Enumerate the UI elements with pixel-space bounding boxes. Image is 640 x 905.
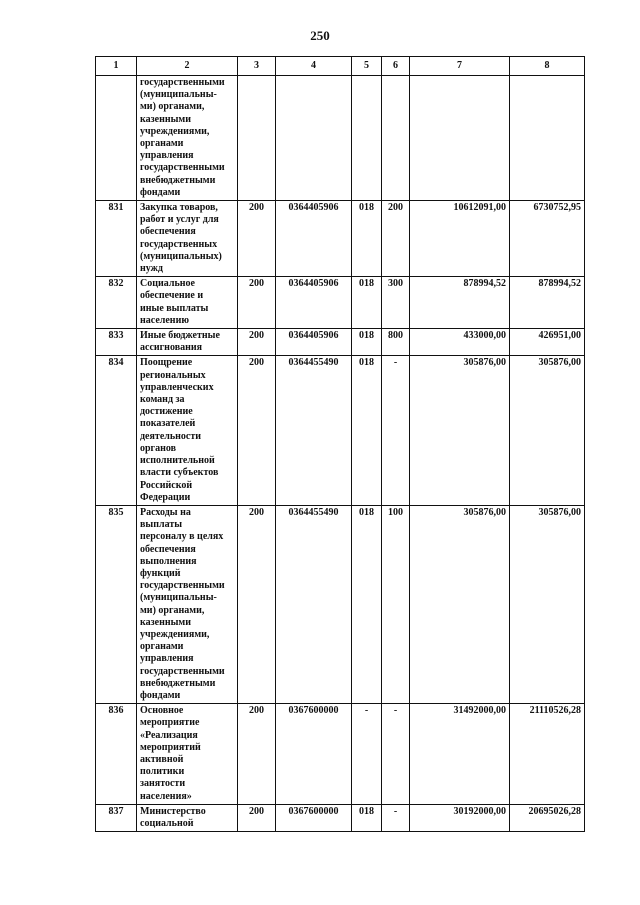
row-amount-7: 31492000,00 [410, 704, 510, 805]
row-amount-7: 878994,52 [410, 277, 510, 329]
row-col-6: - [382, 356, 410, 505]
row-name: Поощрение региональных управленческих команд за достижение показателей деятельности органов исполнительной власти субъектов Российской Федерации [137, 356, 238, 505]
row-name: Основное мероприятие «Реализация мероприятий активной политики занятости населения» [137, 704, 238, 805]
row-name: Закупка товаров, работ и услуг для обеспечения государственных (муниципальных) нужд [137, 201, 238, 277]
table-row [96, 704, 585, 805]
row-amount-7: 433000,00 [410, 329, 510, 356]
row-name: Иные бюджетные ассигнования [137, 329, 238, 356]
column-header-3: 3 [238, 57, 276, 76]
row-number: 836 [96, 704, 137, 805]
table-row [96, 356, 585, 505]
row-name: государственными (муниципальны- ми) органами, казенными учреждениями, органами управления государственными внебюджетными фондами [137, 76, 238, 201]
row-col-6: 100 [382, 505, 410, 703]
row-col-6: - [382, 704, 410, 805]
row-amount-7: 305876,00 [410, 356, 510, 505]
row-col-5: 018 [352, 277, 382, 329]
row-code: 0367600000 [276, 704, 352, 805]
row-col-5: 018 [352, 201, 382, 277]
row-col-5: 018 [352, 804, 382, 831]
row-number: 831 [96, 201, 137, 277]
row-amount-8 [510, 76, 585, 201]
row-amount-7: 30192000,00 [410, 804, 510, 831]
row-code: 0364455490 [276, 356, 352, 505]
column-header-6: 6 [382, 57, 410, 76]
table-row [96, 804, 585, 831]
page-number: 250 [310, 28, 330, 43]
row-number: 835 [96, 505, 137, 703]
column-header-4: 4 [276, 57, 352, 76]
row-amount-8: 20695026,28 [510, 804, 585, 831]
column-header-5: 5 [352, 57, 382, 76]
column-header-2: 2 [137, 57, 238, 76]
row-amount-7: 10612091,00 [410, 201, 510, 277]
row-code: 0364405906 [276, 329, 352, 356]
row-col-5: 018 [352, 505, 382, 703]
row-col-5 [352, 76, 382, 201]
budget-table [95, 56, 585, 832]
row-col-3: 200 [238, 505, 276, 703]
row-number: 833 [96, 329, 137, 356]
row-col-6 [382, 76, 410, 201]
row-col-3: 200 [238, 329, 276, 356]
column-header-7: 7 [410, 57, 510, 76]
table-row [96, 329, 585, 356]
row-amount-7 [410, 76, 510, 201]
row-col-6: - [382, 804, 410, 831]
column-header-8: 8 [510, 57, 585, 76]
row-col-6: 800 [382, 329, 410, 356]
table-body [96, 76, 585, 832]
row-amount-8: 305876,00 [510, 356, 585, 505]
row-col-3: 200 [238, 704, 276, 805]
table-row [96, 76, 585, 201]
row-col-5: 018 [352, 329, 382, 356]
row-col-3: 200 [238, 356, 276, 505]
row-number: 837 [96, 804, 137, 831]
row-number: 832 [96, 277, 137, 329]
row-amount-8: 305876,00 [510, 505, 585, 703]
row-amount-8: 426951,00 [510, 329, 585, 356]
row-code: 0364405906 [276, 277, 352, 329]
row-name: Министерство социальной [137, 804, 238, 831]
row-col-3: 200 [238, 804, 276, 831]
table-row [96, 505, 585, 703]
row-code [276, 76, 352, 201]
row-col-6: 300 [382, 277, 410, 329]
row-code: 0364405906 [276, 201, 352, 277]
row-col-3: 200 [238, 277, 276, 329]
column-header-1: 1 [96, 57, 137, 76]
row-amount-8: 878994,52 [510, 277, 585, 329]
row-col-3: 200 [238, 201, 276, 277]
row-amount-8: 21110526,28 [510, 704, 585, 805]
row-name: Расходы на выплаты персоналу в целях обеспечения выполнения функций государственными (муниципальны- ми) органами, казенными учреждениями, органами управления государственными внебюджетными фондами [137, 505, 238, 703]
row-col-5: - [352, 704, 382, 805]
row-col-5: 018 [352, 356, 382, 505]
row-amount-7: 305876,00 [410, 505, 510, 703]
row-col-3 [238, 76, 276, 201]
table-header-row [96, 57, 585, 76]
row-col-6: 200 [382, 201, 410, 277]
table-row [96, 201, 585, 277]
row-amount-8: 6730752,95 [510, 201, 585, 277]
row-name: Социальное обеспечение и иные выплаты населению [137, 277, 238, 329]
row-number [96, 76, 137, 201]
row-code: 0367600000 [276, 804, 352, 831]
row-code: 0364455490 [276, 505, 352, 703]
row-number: 834 [96, 356, 137, 505]
table-row [96, 277, 585, 329]
